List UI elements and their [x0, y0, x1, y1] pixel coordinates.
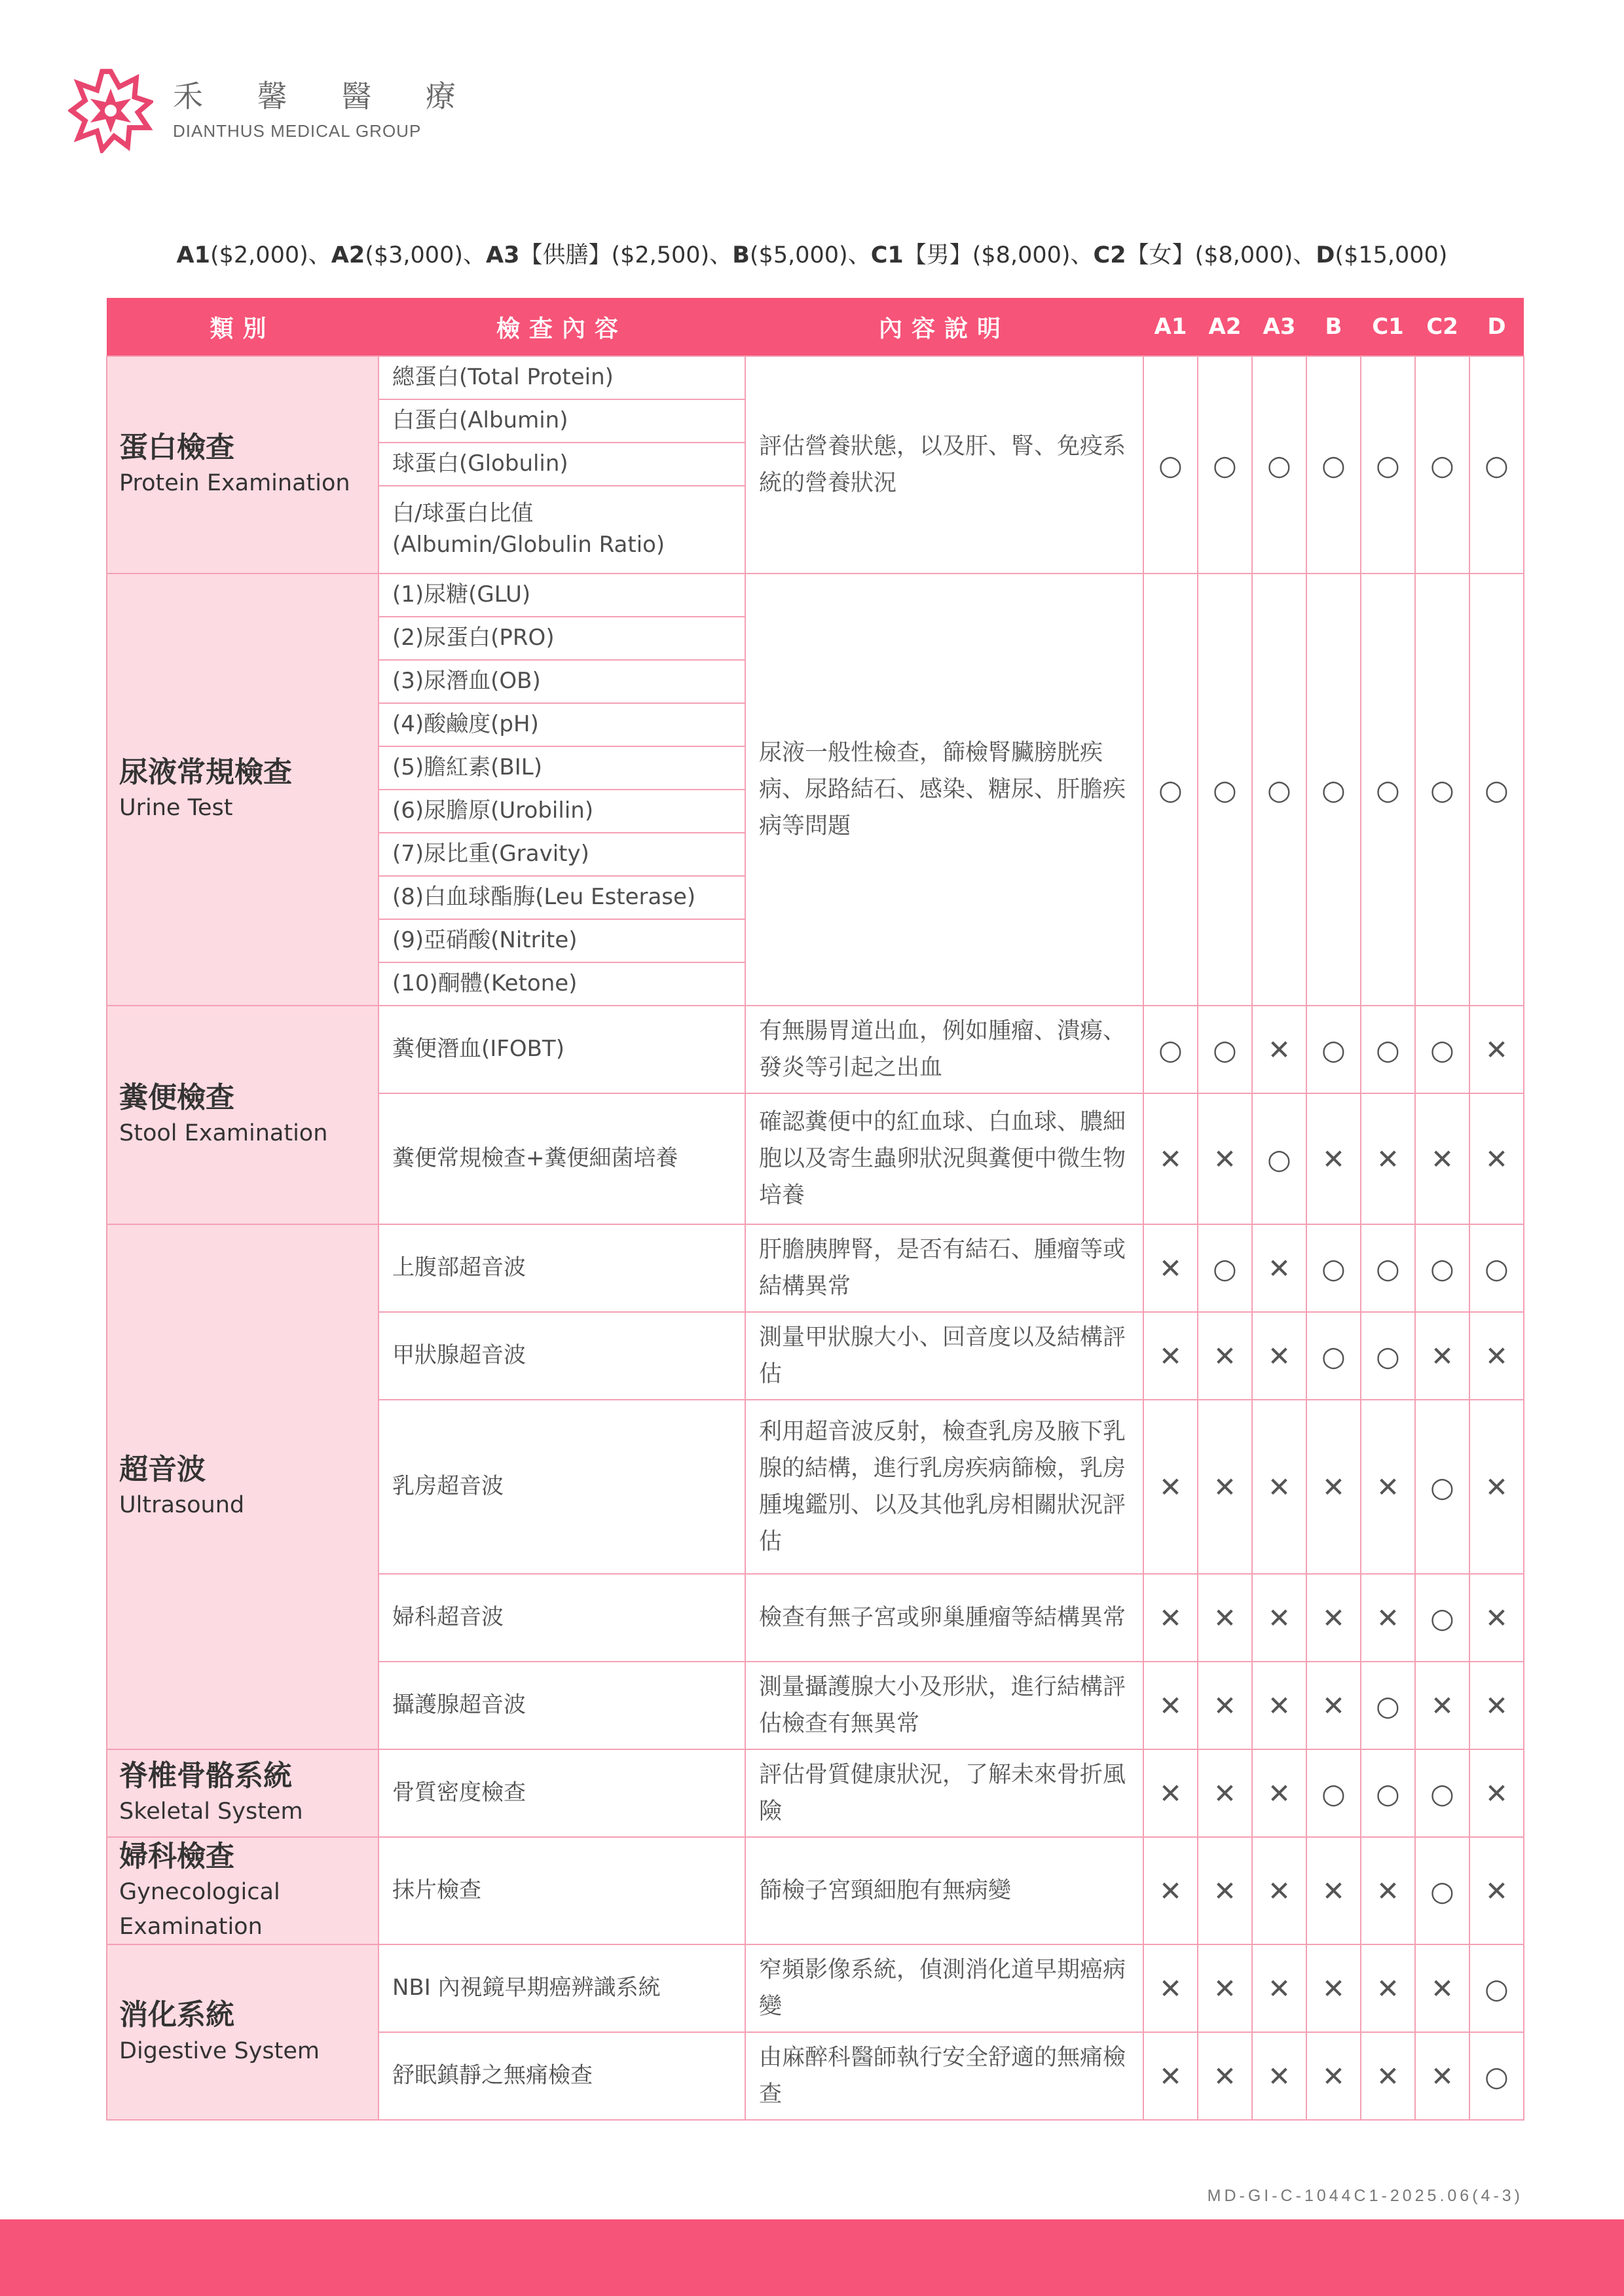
- excluded-cross-icon: ✕: [1213, 1874, 1237, 1907]
- exam-item: 糞便常規檢查+糞便細菌培養: [378, 1093, 745, 1224]
- plan-mark-a1: [1143, 1224, 1198, 1312]
- category-cell: [107, 1837, 378, 1944]
- exam-item: (3)尿潛血(OB): [378, 660, 745, 703]
- excluded-cross-icon: ✕: [1158, 1874, 1183, 1907]
- exam-item: (4)酸鹼度(pH): [378, 703, 745, 746]
- exam-item: 總蛋白(Total Protein): [378, 356, 745, 399]
- plan-mark-d: [1469, 1093, 1524, 1224]
- plan-mark-a3: [1252, 1662, 1306, 1749]
- included-circle-icon: ○: [1267, 448, 1291, 481]
- included-circle-icon: ○: [1430, 1601, 1454, 1634]
- plan-mark-b: [1306, 574, 1361, 1006]
- included-circle-icon: ○: [1485, 1972, 1509, 2005]
- excluded-cross-icon: ✕: [1430, 1339, 1454, 1372]
- included-circle-icon: ○: [1321, 773, 1346, 806]
- plan-mark-c2: [1415, 1400, 1469, 1574]
- excluded-cross-icon: ✕: [1321, 1972, 1346, 2005]
- plan-mark-a2: [1198, 2032, 1252, 2120]
- plan-mark-c1: [1361, 2032, 1415, 2120]
- plan-mark-a1: [1143, 1944, 1198, 2032]
- plan-mark-c2: [1415, 1944, 1469, 2032]
- brand-name-cn: 禾 馨 醫 療: [173, 79, 478, 115]
- category-name-cn: 消化系統: [119, 1998, 234, 2032]
- included-circle-icon: ○: [1485, 773, 1509, 806]
- plan-mark-a1: [1143, 1093, 1198, 1224]
- exam-item: 婦科超音波: [378, 1574, 745, 1662]
- plan-mark-b: [1306, 356, 1361, 574]
- exam-description: 窄頻影像系統，偵測消化道早期癌病變: [745, 1944, 1143, 2032]
- category-name-cn: 尿液常規檢查: [119, 756, 292, 790]
- plan-mark-c1: [1361, 1093, 1415, 1224]
- exam-description: 篩檢子宮頸細胞有無病變: [745, 1837, 1143, 1944]
- exam-item: 上腹部超音波: [378, 1224, 745, 1312]
- included-circle-icon: ○: [1321, 1252, 1346, 1285]
- included-circle-icon: ○: [1321, 1339, 1346, 1372]
- exam-description: 尿液一般性檢查，篩檢腎臟膀胱疾病、尿路結石、感染、糖尿、肝膽疾病等問題: [745, 574, 1143, 1006]
- plan-mark-d: [1469, 1837, 1524, 1944]
- plan-mark-a2: [1198, 1400, 1252, 1574]
- plan-mark-a1: [1143, 574, 1198, 1006]
- exam-item: 攝護腺超音波: [378, 1662, 745, 1749]
- plan-mark-a2: [1198, 1093, 1252, 1224]
- exam-item: (8)白血球酯脢(Leu Esterase): [378, 876, 745, 919]
- header-plan-c2: C2: [1415, 298, 1469, 356]
- excluded-cross-icon: ✕: [1376, 2060, 1400, 2092]
- included-circle-icon: ○: [1376, 1777, 1400, 1810]
- excluded-cross-icon: ✕: [1267, 1689, 1291, 1722]
- category-name-cn: 糞便檢查: [119, 1081, 234, 1115]
- plan-price: ($2,000)、: [210, 242, 331, 268]
- plan-mark-d: [1469, 1574, 1524, 1662]
- exam-item: (5)膽紅素(BIL): [378, 746, 745, 790]
- plan-mark-d: [1469, 1224, 1524, 1312]
- plan-mark-d: [1469, 356, 1524, 574]
- excluded-cross-icon: ✕: [1213, 1689, 1237, 1722]
- plan-mark-a1: [1143, 1574, 1198, 1662]
- plan-mark-c2: [1415, 1749, 1469, 1837]
- excluded-cross-icon: ✕: [1213, 1601, 1237, 1634]
- table-header-row: [107, 298, 1524, 356]
- plan-mark-a2: [1198, 1574, 1252, 1662]
- exam-description: 利用超音波反射，檢查乳房及腋下乳腺的結構，進行乳房疾病篩檢，乳房腫塊鑑別、以及其他乳房相關狀況評估: [745, 1400, 1143, 1574]
- plan-mark-c2: [1415, 1006, 1469, 1093]
- included-circle-icon: ○: [1376, 1033, 1400, 1066]
- excluded-cross-icon: ✕: [1376, 1470, 1400, 1503]
- table-row: [107, 1944, 1524, 2032]
- plan-mark-a1: [1143, 1400, 1198, 1574]
- plan-mark-c1: [1361, 1944, 1415, 2032]
- plan-price: 【男】($8,000)、: [903, 242, 1094, 268]
- excluded-cross-icon: ✕: [1213, 1339, 1237, 1372]
- plan-price: ($3,000)、: [365, 242, 486, 268]
- excluded-cross-icon: ✕: [1485, 1601, 1509, 1634]
- included-circle-icon: ○: [1485, 448, 1509, 481]
- excluded-cross-icon: ✕: [1321, 1601, 1346, 1634]
- plan-price-list: [0, 237, 1624, 270]
- plan-mark-a2: [1198, 1662, 1252, 1749]
- excluded-cross-icon: ✕: [1267, 1252, 1291, 1285]
- excluded-cross-icon: ✕: [1213, 1142, 1237, 1175]
- category-cell: [107, 1006, 378, 1224]
- exam-description: 肝膽胰脾腎，是否有結石、腫瘤等或結構異常: [745, 1224, 1143, 1312]
- exam-item: 舒眠鎮靜之無痛檢查: [378, 2032, 745, 2120]
- plan-mark-a2: [1198, 1224, 1252, 1312]
- plan-mark-a1: [1143, 1662, 1198, 1749]
- plan-code: D: [1316, 242, 1335, 268]
- header-description: 內容說明: [745, 298, 1143, 356]
- plan-mark-c1: [1361, 356, 1415, 574]
- exam-item: (1)尿糖(GLU): [378, 574, 745, 617]
- exam-item: (10)酮體(Ketone): [378, 962, 745, 1006]
- plan-mark-a3: [1252, 1312, 1306, 1400]
- plan-mark-b: [1306, 1749, 1361, 1837]
- excluded-cross-icon: ✕: [1430, 2060, 1454, 2092]
- plan-mark-a1: [1143, 2032, 1198, 2120]
- plan-mark-d: [1469, 1400, 1524, 1574]
- plan-mark-c2: [1415, 1662, 1469, 1749]
- exam-item: 白蛋白(Albumin): [378, 399, 745, 443]
- plan-mark-a2: [1198, 1749, 1252, 1837]
- exam-item: (6)尿膽原(Urobilin): [378, 790, 745, 833]
- excluded-cross-icon: ✕: [1321, 1689, 1346, 1722]
- excluded-cross-icon: ✕: [1213, 1777, 1237, 1810]
- plan-mark-a2: [1198, 1006, 1252, 1093]
- plan-mark-c2: [1415, 1224, 1469, 1312]
- exam-description: 評估骨質健康狀況，了解未來骨折風險: [745, 1749, 1143, 1837]
- exam-description: 確認糞便中的紅血球、白血球、膿細胞以及寄生蟲卵狀況與糞便中微生物培養: [745, 1093, 1143, 1224]
- plan-mark-a3: [1252, 2032, 1306, 2120]
- plan-mark-c1: [1361, 1400, 1415, 1574]
- included-circle-icon: ○: [1376, 1339, 1400, 1372]
- excluded-cross-icon: ✕: [1485, 1874, 1509, 1907]
- brand-logo: [68, 68, 478, 153]
- plan-mark-d: [1469, 1662, 1524, 1749]
- excluded-cross-icon: ✕: [1158, 1252, 1183, 1285]
- plan-code: A1: [176, 242, 210, 268]
- plan-mark-b: [1306, 1224, 1361, 1312]
- excluded-cross-icon: ✕: [1430, 1689, 1454, 1722]
- plan-mark-a3: [1252, 1574, 1306, 1662]
- included-circle-icon: ○: [1213, 1252, 1237, 1285]
- plan-mark-b: [1306, 1006, 1361, 1093]
- excluded-cross-icon: ✕: [1321, 1470, 1346, 1503]
- included-circle-icon: ○: [1158, 773, 1183, 806]
- plan-mark-a2: [1198, 1944, 1252, 2032]
- included-circle-icon: ○: [1376, 1689, 1400, 1722]
- excluded-cross-icon: ✕: [1267, 1777, 1291, 1810]
- header-plan-d: D: [1469, 298, 1524, 356]
- category-cell: [107, 1749, 378, 1837]
- exam-description: 測量甲狀腺大小、回音度以及結構評估: [745, 1312, 1143, 1400]
- table-row: [107, 1837, 1524, 1944]
- plan-mark-a3: [1252, 1944, 1306, 2032]
- header-plan-a3: A3: [1252, 298, 1306, 356]
- included-circle-icon: ○: [1485, 2060, 1509, 2092]
- plan-mark-a2: [1198, 356, 1252, 574]
- category-name-cn: 婦科檢查: [119, 1840, 234, 1873]
- included-circle-icon: ○: [1376, 1252, 1400, 1285]
- header-plan-a1: A1: [1143, 298, 1198, 356]
- included-circle-icon: ○: [1430, 1470, 1454, 1503]
- table-row: [107, 574, 1524, 617]
- category-name-cn: 脊椎骨骼系統: [119, 1759, 292, 1793]
- plan-mark-a3: [1252, 1837, 1306, 1944]
- exam-item: 骨質密度檢查: [378, 1749, 745, 1837]
- plan-mark-a1: [1143, 1837, 1198, 1944]
- excluded-cross-icon: ✕: [1158, 1689, 1183, 1722]
- plan-code: A2: [331, 242, 365, 268]
- plan-mark-c2: [1415, 2032, 1469, 2120]
- excluded-cross-icon: ✕: [1376, 1874, 1400, 1907]
- included-circle-icon: ○: [1430, 1252, 1454, 1285]
- category-name-en: Ultrasound: [119, 1492, 245, 1519]
- excluded-cross-icon: ✕: [1158, 1777, 1183, 1810]
- category-name-en: Urine Test: [119, 795, 233, 822]
- plan-mark-c2: [1415, 1312, 1469, 1400]
- category-cell: [107, 1224, 378, 1749]
- plan-mark-c1: [1361, 1837, 1415, 1944]
- plan-code: B: [732, 242, 750, 268]
- plan-mark-c2: [1415, 1574, 1469, 1662]
- excluded-cross-icon: ✕: [1213, 1470, 1237, 1503]
- included-circle-icon: ○: [1485, 1252, 1509, 1285]
- excluded-cross-icon: ✕: [1158, 1972, 1183, 2005]
- exam-table: [106, 298, 1524, 2121]
- excluded-cross-icon: ✕: [1321, 1874, 1346, 1907]
- exam-item: 白/球蛋白比值 (Albumin/Globulin Ratio): [378, 486, 745, 574]
- header-category: 類別: [107, 298, 378, 356]
- plan-mark-a1: [1143, 1312, 1198, 1400]
- excluded-cross-icon: ✕: [1485, 1689, 1509, 1722]
- exam-item: (9)亞硝酸(Nitrite): [378, 919, 745, 962]
- exam-item: (2)尿蛋白(PRO): [378, 617, 745, 660]
- excluded-cross-icon: ✕: [1485, 1339, 1509, 1372]
- category-name-en: Stool Examination: [119, 1120, 328, 1147]
- category-name-en: Gynecological Examination: [119, 1879, 280, 1940]
- plan-mark-c2: [1415, 1093, 1469, 1224]
- included-circle-icon: ○: [1158, 448, 1183, 481]
- exam-description: 評估營養狀態，以及肝、腎、免疫系統的營養狀況: [745, 356, 1143, 574]
- plan-mark-c2: [1415, 356, 1469, 574]
- included-circle-icon: ○: [1213, 773, 1237, 806]
- excluded-cross-icon: ✕: [1430, 1972, 1454, 2005]
- plan-mark-a2: [1198, 574, 1252, 1006]
- included-circle-icon: ○: [1430, 1033, 1454, 1066]
- exam-item: 糞便潛血(IFOBT): [378, 1006, 745, 1093]
- plan-mark-d: [1469, 574, 1524, 1006]
- plan-mark-d: [1469, 1749, 1524, 1837]
- included-circle-icon: ○: [1376, 773, 1400, 806]
- category-cell: [107, 574, 378, 1006]
- plan-mark-c2: [1415, 1837, 1469, 1944]
- excluded-cross-icon: ✕: [1158, 1601, 1183, 1634]
- excluded-cross-icon: ✕: [1321, 2060, 1346, 2092]
- included-circle-icon: ○: [1267, 1142, 1291, 1175]
- excluded-cross-icon: ✕: [1267, 1972, 1291, 2005]
- plan-mark-a1: [1143, 356, 1198, 574]
- included-circle-icon: ○: [1321, 1033, 1346, 1066]
- table-row: [107, 1006, 1524, 1093]
- table-row: [107, 1224, 1524, 1312]
- exam-description: 有無腸胃道出血，例如腫瘤、潰瘍、發炎等引起之出血: [745, 1006, 1143, 1093]
- excluded-cross-icon: ✕: [1158, 2060, 1183, 2092]
- excluded-cross-icon: ✕: [1485, 1777, 1509, 1810]
- excluded-cross-icon: ✕: [1158, 1142, 1183, 1175]
- category-name-en: Protein Examination: [119, 470, 350, 497]
- plan-mark-d: [1469, 1312, 1524, 1400]
- plan-mark-a3: [1252, 574, 1306, 1006]
- plan-mark-d: [1469, 1006, 1524, 1093]
- dianthus-logo-icon: [68, 68, 153, 153]
- plan-mark-a2: [1198, 1312, 1252, 1400]
- exam-item: 球蛋白(Globulin): [378, 443, 745, 486]
- excluded-cross-icon: ✕: [1267, 1470, 1291, 1503]
- footer-bar: [0, 2219, 1624, 2296]
- exam-item: 抹片檢查: [378, 1837, 745, 1944]
- excluded-cross-icon: ✕: [1321, 1142, 1346, 1175]
- plan-mark-b: [1306, 1574, 1361, 1662]
- category-name-cn: 蛋白檢查: [119, 431, 234, 465]
- plan-mark-a1: [1143, 1006, 1198, 1093]
- plan-code: C1: [870, 242, 904, 268]
- included-circle-icon: ○: [1213, 448, 1237, 481]
- header-plan-a2: A2: [1198, 298, 1252, 356]
- plan-mark-c1: [1361, 1224, 1415, 1312]
- excluded-cross-icon: ✕: [1267, 1339, 1291, 1372]
- category-name-cn: 超音波: [119, 1453, 206, 1487]
- included-circle-icon: ○: [1430, 1777, 1454, 1810]
- brand-name-en: DIANTHUS MEDICAL GROUP: [173, 120, 422, 141]
- excluded-cross-icon: ✕: [1376, 1601, 1400, 1634]
- plan-mark-a2: [1198, 1837, 1252, 1944]
- exam-item: (7)尿比重(Gravity): [378, 833, 745, 876]
- excluded-cross-icon: ✕: [1376, 1972, 1400, 2005]
- plan-mark-b: [1306, 1662, 1361, 1749]
- plan-mark-a3: [1252, 1224, 1306, 1312]
- header-plan-b: B: [1306, 298, 1361, 356]
- included-circle-icon: ○: [1430, 773, 1454, 806]
- included-circle-icon: ○: [1267, 773, 1291, 806]
- excluded-cross-icon: ✕: [1213, 1972, 1237, 2005]
- exam-item: 甲狀腺超音波: [378, 1312, 745, 1400]
- plan-mark-c1: [1361, 1006, 1415, 1093]
- excluded-cross-icon: ✕: [1267, 1033, 1291, 1066]
- included-circle-icon: ○: [1321, 1777, 1346, 1810]
- table-row: [107, 356, 1524, 399]
- plan-price: 【女】($8,000)、: [1126, 242, 1316, 268]
- excluded-cross-icon: ✕: [1213, 2060, 1237, 2092]
- included-circle-icon: ○: [1430, 1874, 1454, 1907]
- table-row: [107, 1749, 1524, 1837]
- plan-mark-a1: [1143, 1749, 1198, 1837]
- plan-code: A3: [486, 242, 520, 268]
- plan-mark-c2: [1415, 574, 1469, 1006]
- plan-mark-a3: [1252, 1749, 1306, 1837]
- plan-mark-c1: [1361, 1574, 1415, 1662]
- plan-mark-d: [1469, 1944, 1524, 2032]
- excluded-cross-icon: ✕: [1485, 1142, 1509, 1175]
- excluded-cross-icon: ✕: [1485, 1470, 1509, 1503]
- plan-mark-c1: [1361, 1662, 1415, 1749]
- exam-item: NBI 內視鏡早期癌辨識系統: [378, 1944, 745, 2032]
- plan-price: 【供膳】($2,500)、: [519, 242, 733, 268]
- exam-description: 檢查有無子宮或卵巢腫瘤等結構異常: [745, 1574, 1143, 1662]
- plan-mark-b: [1306, 1837, 1361, 1944]
- plan-mark-b: [1306, 1312, 1361, 1400]
- plan-mark-b: [1306, 1400, 1361, 1574]
- plan-mark-d: [1469, 2032, 1524, 2120]
- excluded-cross-icon: ✕: [1376, 1142, 1400, 1175]
- excluded-cross-icon: ✕: [1267, 1874, 1291, 1907]
- plan-price: ($5,000)、: [749, 242, 871, 268]
- plan-mark-a3: [1252, 1093, 1306, 1224]
- exam-description: 測量攝護腺大小及形狀，進行結構評估檢查有無異常: [745, 1662, 1143, 1749]
- plan-code: C2: [1093, 242, 1126, 268]
- included-circle-icon: ○: [1321, 448, 1346, 481]
- plan-mark-c1: [1361, 574, 1415, 1006]
- excluded-cross-icon: ✕: [1430, 1142, 1454, 1175]
- document-number: MD-GI-C-1044C1-2025.06(4-3): [1207, 2187, 1523, 2205]
- included-circle-icon: ○: [1213, 1033, 1237, 1066]
- included-circle-icon: ○: [1376, 448, 1400, 481]
- header-content: 檢查內容: [378, 298, 745, 356]
- excluded-cross-icon: ✕: [1267, 2060, 1291, 2092]
- plan-price: ($15,000): [1335, 242, 1448, 268]
- excluded-cross-icon: ✕: [1158, 1339, 1183, 1372]
- exam-description: 由麻醉科醫師執行安全舒適的無痛檢查: [745, 2032, 1143, 2120]
- excluded-cross-icon: ✕: [1485, 1033, 1509, 1066]
- included-circle-icon: ○: [1430, 448, 1454, 481]
- excluded-cross-icon: ✕: [1158, 1470, 1183, 1503]
- plan-mark-a3: [1252, 356, 1306, 574]
- plan-mark-a3: [1252, 1006, 1306, 1093]
- plan-mark-c1: [1361, 1749, 1415, 1837]
- header-plan-c1: C1: [1361, 298, 1415, 356]
- plan-mark-c1: [1361, 1312, 1415, 1400]
- category-name-en: Skeletal System: [119, 1798, 303, 1825]
- plan-mark-b: [1306, 1093, 1361, 1224]
- exam-item: 乳房超音波: [378, 1400, 745, 1574]
- plan-mark-a3: [1252, 1400, 1306, 1574]
- category-name-en: Digestive System: [119, 2037, 320, 2064]
- included-circle-icon: ○: [1158, 1033, 1183, 1066]
- category-cell: [107, 1944, 378, 2120]
- excluded-cross-icon: ✕: [1267, 1601, 1291, 1634]
- plan-mark-b: [1306, 2032, 1361, 2120]
- category-cell: [107, 356, 378, 574]
- plan-mark-b: [1306, 1944, 1361, 2032]
